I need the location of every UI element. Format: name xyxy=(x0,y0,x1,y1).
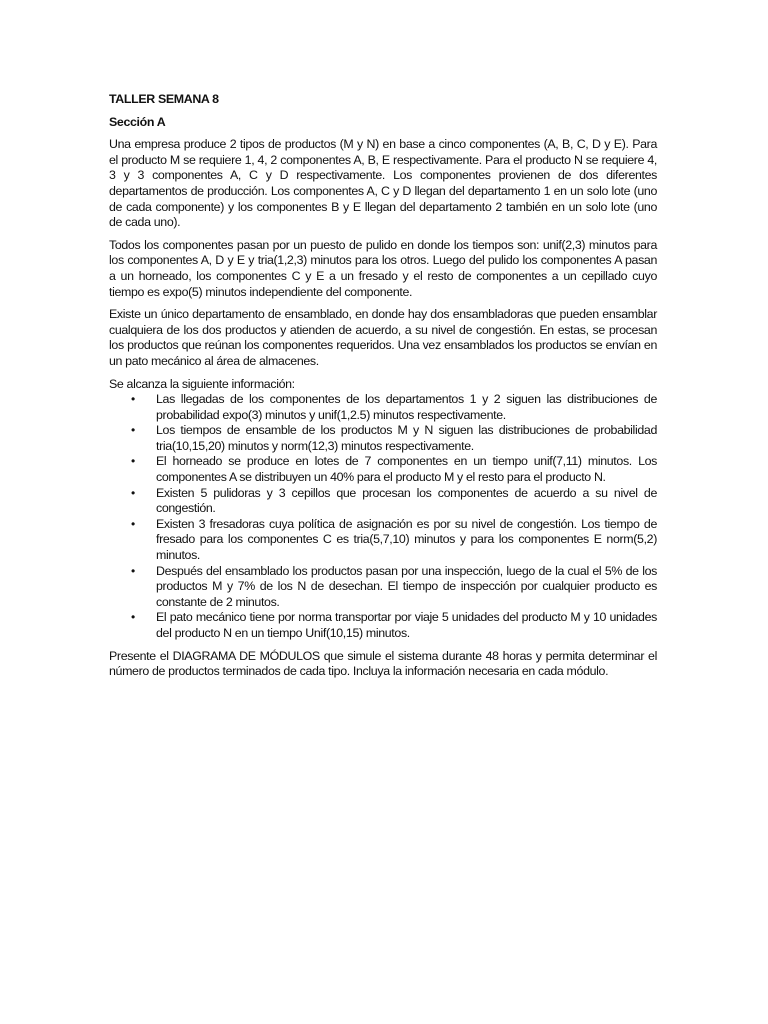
list-item xyxy=(109,564,657,611)
document-page xyxy=(109,92,657,687)
bullet-text: Los tiempos de ensamble de los productos M y N siguen las distribuciones de probabilidad tria(10,15,20) minutos y norm(12,3) minutos respectivamente. xyxy=(156,423,657,453)
bullet-text: El pato mecánico tiene por norma transportar por viaje 5 unidades del producto M y 10 unidades del producto N en un tiempo Unif(10,15) minutos. xyxy=(156,610,657,640)
bullet-text: Existen 5 pulidoras y 3 cepillos que procesan los componentes de acuerdo a su nivel de congestión. xyxy=(156,485,657,516)
bullet-icon: • xyxy=(131,516,135,531)
bullet-icon: • xyxy=(131,423,135,438)
list-intro: Se alcanza la siguiente información: xyxy=(109,376,295,391)
document-title: TALLER SEMANA 8 xyxy=(109,92,219,106)
bullet-text: El horneado se produce en lotes de 7 componentes en un tiempo unif(7,11) minutos. Los componentes A se distribuyen un 40% para el producto M y el resto para el producto N. xyxy=(156,454,657,485)
list-item xyxy=(109,392,657,423)
bullet-text: Después del ensamblado los productos pasan por una inspección, luego de la cual el 5% de los productos M y 7% de los N de desechan. El tiempo de inspección por cualquier producto es constante de 2 minutos. xyxy=(156,563,657,609)
paragraph-assembly: Existe un único departamento de ensamblado, en donde hay dos ensambladoras que pueden ensamblar cualquiera de los dos productos y atienden de acuerdo, a su nivel de congestión. En estas, se procesan los productos que reúnan los componentes requeridos. Una vez ensamblados los productos se envían en un pato mecánico al área de almacenes. xyxy=(109,307,657,368)
list-item xyxy=(109,454,657,485)
paragraph-intro: Una empresa produce 2 tipos de productos (M y N) en base a cinco componentes (A, B, C, D y E). Para el producto M se requiere 1, 4, 2 componentes A, B, E respectivamente. Para el producto N se requiere 4, 3 y 3 componentes A, C y D respectivamente. Los componentes provienen de dos diferentes departamentos de producción. Los componentes A, C y D llegan del departamento 1 en un solo lote (uno de cada componente) y los componentes B y E llegan del departamento 2 también en un solo lote (uno de cada uno). xyxy=(109,137,657,230)
info-bullet-list xyxy=(109,392,657,642)
list-item xyxy=(109,517,657,564)
bullet-icon: • xyxy=(131,610,135,625)
paragraph-closing: Presente el DIAGRAMA DE MÓDULOS que simule el sistema durante 48 horas y permita determinar el número de productos terminados de cada tipo. Incluya la información necesaria en cada módulo. xyxy=(109,648,657,679)
bullet-icon: • xyxy=(131,392,135,407)
paragraph-polishing: Todos los componentes pasan por un puesto de pulido en donde los tiempos son: unif(2,3) minutos para los componentes A, D y E y tria(1,2,3) minutos para los otros. Luego del pulido los componentes A pasan a un horneado, los componentes C y E a un fresado y el resto de componentes a un cepillado cuyo tiempo es expo(5) minutos independiente del componente. xyxy=(109,237,657,299)
bullet-icon: • xyxy=(131,563,135,578)
bullet-icon: • xyxy=(131,485,135,500)
bullet-text: Existen 3 fresadoras cuya política de asignación es por su nivel de congestión. Los tiempo de fresado para los componentes C es tria(5,7,10) minutos y para los componentes E norm(5,2) minutos. xyxy=(156,516,657,563)
bullet-text: Las llegadas de los componentes de los departamentos 1 y 2 siguen las distribuciones de probabilidad expo(3) minutos y unif(1,2.5) minutos respectivamente. xyxy=(156,392,657,422)
list-item xyxy=(109,486,657,517)
bullet-icon: • xyxy=(131,454,135,469)
list-item xyxy=(109,423,657,454)
section-heading: Sección A xyxy=(109,114,166,129)
list-item xyxy=(109,610,657,641)
